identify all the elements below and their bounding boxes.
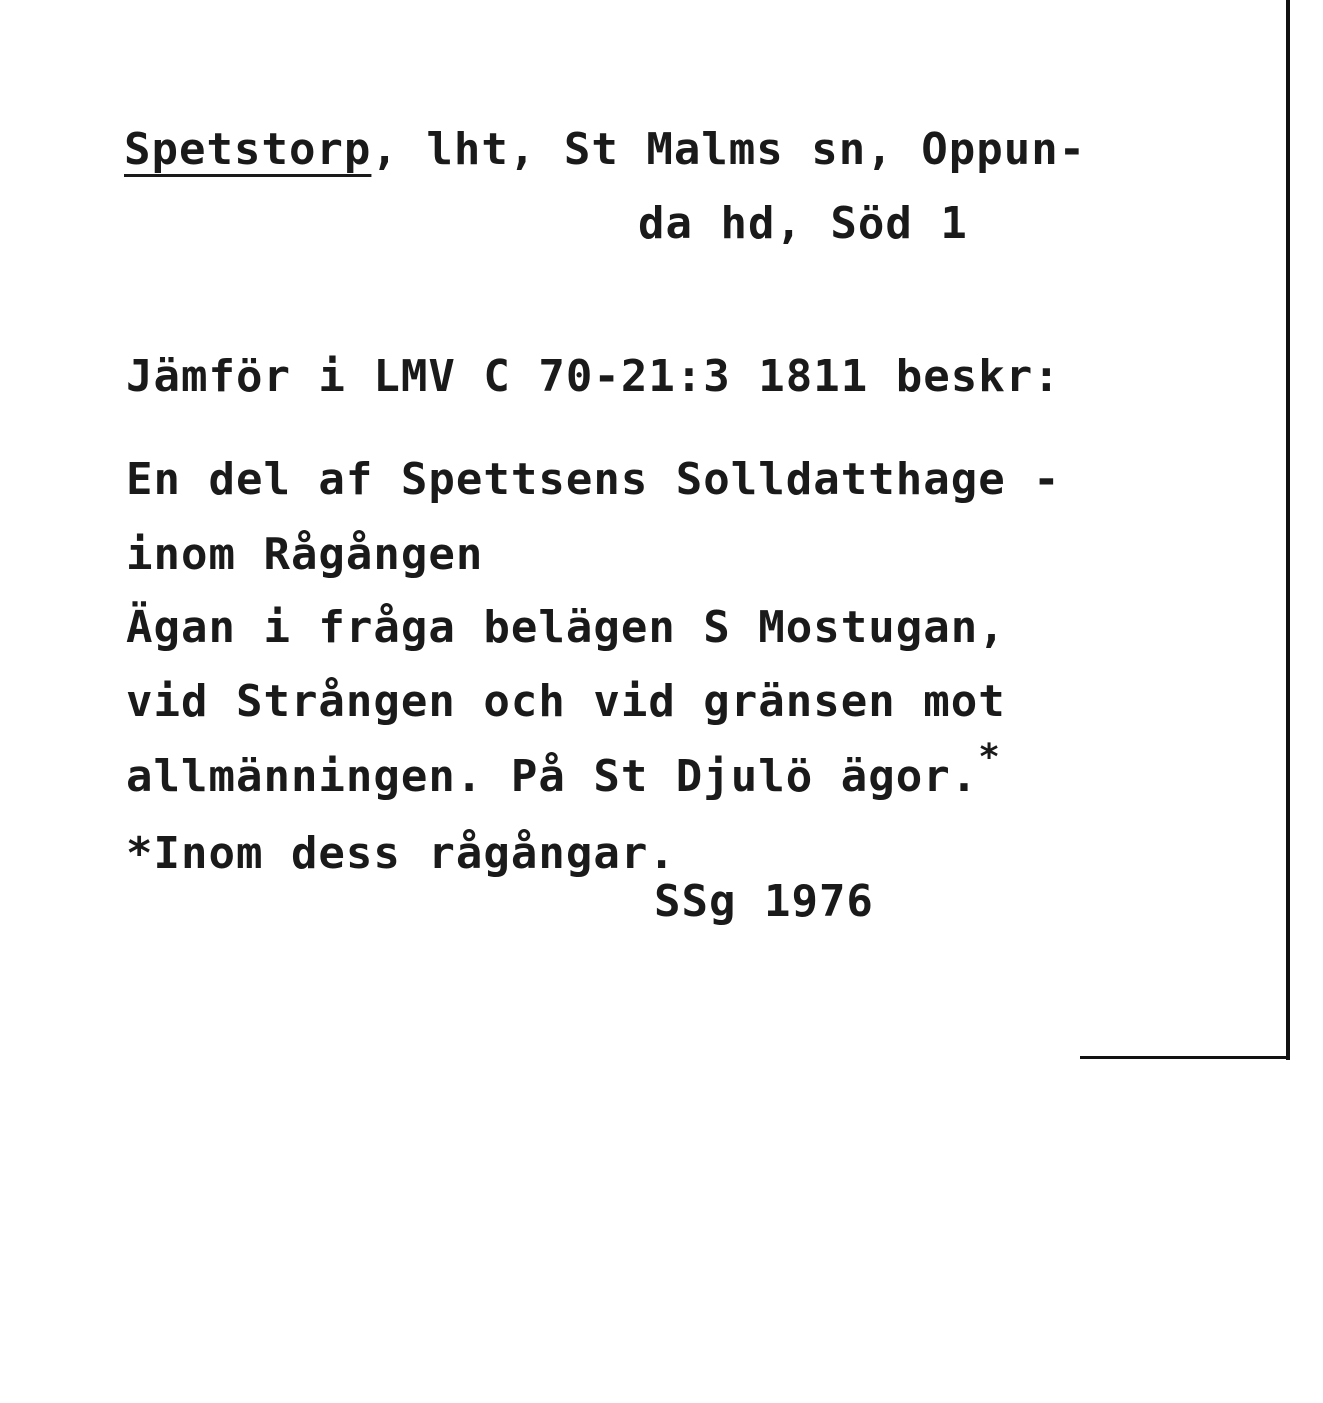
card-edge-right bbox=[1286, 0, 1290, 1060]
text-line-2: inom Rågången bbox=[126, 529, 484, 580]
heading-continuation: da hd, Söd 1 bbox=[638, 198, 968, 249]
footnote-line: *Inom dess rågångar. bbox=[126, 828, 676, 879]
reference-line: Jämför i LMV C 70-21:3 1811 beskr: bbox=[126, 351, 1061, 402]
text-line-4: vid Strången och vid gränsen mot bbox=[126, 676, 1006, 727]
text-line-1: En del af Spettsens Solldatthage - bbox=[126, 454, 1061, 505]
signature: SSg 1976 bbox=[654, 876, 874, 927]
heading-rest: , lht, St Malms sn, Oppun- bbox=[371, 124, 1087, 175]
card-edge-bottom bbox=[1080, 1056, 1290, 1059]
headword: Spetstorp bbox=[124, 124, 372, 175]
text-line-5 bbox=[126, 737, 1001, 802]
text-line-5-body: allmänningen. På St Djulö ägor. bbox=[126, 751, 979, 802]
text-line-3: Ägan i fråga belägen S Mostugan, bbox=[126, 602, 1006, 653]
footnote-marker: * bbox=[978, 737, 1001, 778]
heading-line bbox=[124, 124, 1087, 175]
